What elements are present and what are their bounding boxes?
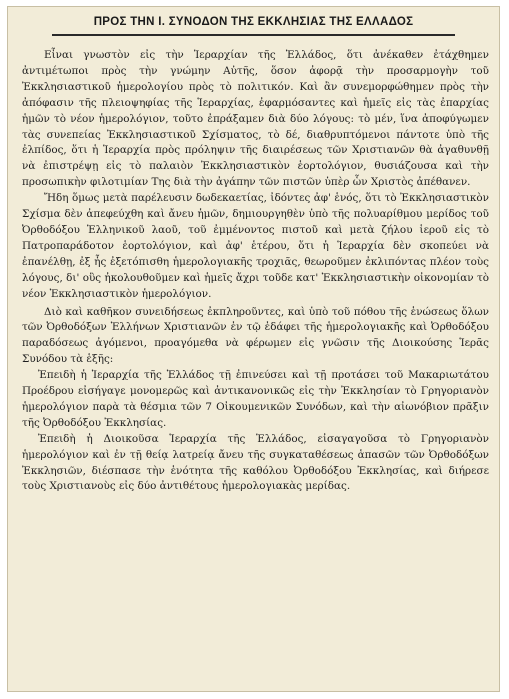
document-title: ΠΡΟΣ ΤΗΝ Ι. ΣΥΝΟΔΟΝ ΤΗΣ ΕΚΚΛΗΣΙΑΣ ΤΗΣ ΕΛΛΑΔΟΣ [93, 16, 414, 28]
document-body [22, 48, 489, 495]
statement-first: Ἐπειδὴ ἡ Ἱεραρχία τῆς Ἑλλάδος τῇ ἐπινεύσει καὶ τῇ προτάσει τοῦ Μακαριωτάτου Προέδρου εἰσήγαγε μονομερῶς καὶ ἀντικανονικῶς εἰς τὴν Ἐκκλησίαν τὸ Γρηγοριανὸν ἡμερολόγιον παρὰ τὰ θέσμια τῶν 7 Οἰκουμενικῶν Συνόδων, καὶ τὴν αἰωνόβιον πρᾶξιν τῆς Ὀρθοδόξου Ἐκκλησίας. [22, 369, 489, 429]
paragraph-conscience: Διὸ καὶ καθῆκον συνειδήσεως ἐκπληροῦντες, καὶ ὑπὸ τοῦ πόθου τῆς ἑνώσεως ὅλων τῶν Ὀρθοδόξων Ἑλλήνων Χριστιανῶν ἐν τῷ ἐδάφει τῆς ἡμερολογιακῆς καὶ Ὀρθοδόξου παραδόσεως ἀγόμενοι, προαγόμεθα νὰ φέρωμεν εἰς γνῶσιν τῆς Διοικούσης Ἱερᾶς Συνόδου τὰ ἑξῆς: [22, 305, 489, 366]
paragraph-intro: Εἶναι γνωστὸν εἰς τὴν Ἱεραρχίαν τῆς Ἑλλάδος, ὅτι ἀνέκαθεν ἐτάχθημεν ἀντιμέτωποι πρὸς τὴν γνώμην Αὐτῆς, ὅσον ἀφορᾷ τὴν προσαρμογὴν τοῦ Ἐκκλησιαστικοῦ ἡμερολογίου πρὸς τὸ πολιτικόν. Καὶ ἂν συνεμορφώθημεν πρὸς τὴν ἀπόφασιν τῆς πλειοψηφίας τῆς Ἱεραρχίας, ἐφαρμόσαντες καὶ ἡμεῖς εἰς τὰς ἐπαρχίας ἡμῶν τὸ νέον ἡμερολόγιον, τοῦτο ἐπράξαμεν διὰ δύο λόγους: τὸ μέν, ἵνα ἀποφύγωμεν τὰς συνεπείας Ἐκκλησιαστικοῦ Σχίσματος, τὸ δέ, διαθρυπτόμενοι πάντοτε ὑπὸ τῆς ἐλπίδος, ὅτι ἡ Ἱεραρχία πρὸς πρόληψιν τῆς διαιρέσεως τῶν Χριστιανῶν θὰ ἀγαθυνθῇ νὰ ἐπιστρέψῃ εἰς τὸ παλαιὸν Ἐκκλησιαστικὸν ἑορτολόγιον, θυσιάζουσα καὶ τὴν προσωπικὴν φιλοτιμίαν Της διὰ τὴν ἀγάπην τῶν πιστῶν ὑπὲρ ὧν Χριστὸς ἀπέθανεν. [22, 49, 489, 189]
title-underline [52, 34, 455, 36]
paragraph-twelve-years: Ἤδη ὅμως μετὰ παρέλευσιν δωδεκαετίας, ἰδόντες ἀφ' ἑνός, ὅτι τὸ Ἐκκλησιαστικὸν Σχίσμα δὲν ἀπεφεύχθη καὶ ἄνευ ἡμῶν, δημιουργηθὲν ὑπὸ τῆς πολυαρίθμου μερίδος τοῦ Ὀρθοδόξου Ἑλληνικοῦ λαοῦ, τοῦ ἐμμένοντος πιστοῦ καὶ μετὰ ζήλου ἱεροῦ εἰς τὸ Πατροπαράδοτον ἑορτολόγιον, καὶ ἀφ' ἑτέρου, ὅτι ἡ Ἱεραρχία δὲν σκοπεύει νὰ ἐπανέλθῃ, ἐξ ἧς ἐξετόπισθη ἡμερολογιακῆς τροχιᾶς, θεωροῦμεν ἐκλιπόντας πλέον τοὺς λόγους, δι' οὓς ἠκολουθοῦμεν καὶ ἡμεῖς ἄχρι τοῦδε κατ' Ἐκκλησιαστικὴν οἰκονομίαν τὸ νέον Ἐκκλησιαστικὸν ἡμερολόγιον. [22, 192, 489, 300]
document-page [7, 6, 500, 692]
statement-second: Ἐπειδὴ ἡ Διοικοῦσα Ἱεραρχία τῆς Ἑλλάδος, εἰσαγαγοῦσα τὸ Γρηγοριανὸν ἡμερολόγιον καὶ ἐν τῇ θείᾳ λατρείᾳ ἄνευ τῆς συγκαταθέσεως ἁπασῶν τῶν Ὀρθοδόξων Ἐκκλησιῶν, διέσπασε τὴν ἑνότητα τῆς καθόλου Ὀρθοδόξου Ἐκκλησίας, καὶ διήρεσε τοὺς Χριστιανοὺς εἰς δύο ἀντιθέτους ἡμερολογιακὰς μερίδας. [22, 432, 489, 493]
